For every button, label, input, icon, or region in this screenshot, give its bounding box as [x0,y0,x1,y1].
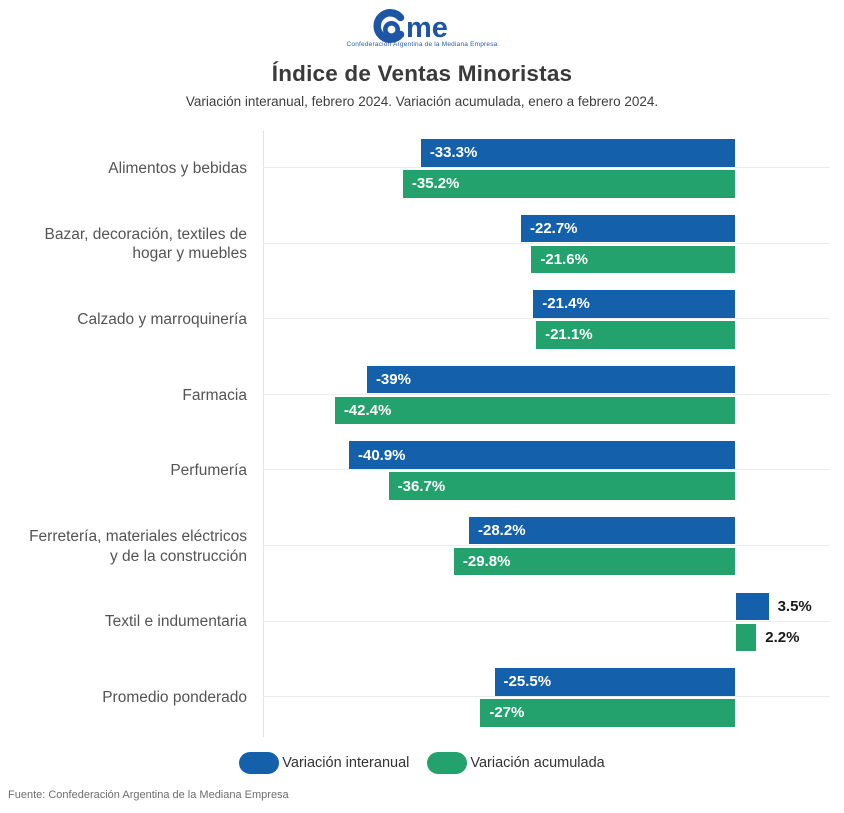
category-gridline [263,545,830,546]
chart-row [0,131,844,207]
category-gridline [263,167,830,168]
bar-value-label: -35.2% [411,175,460,193]
category-gridline [263,243,830,244]
category-gridline [263,469,830,470]
source-note: Fuente: Confederación Argentina de la Mediana Empresa [8,789,289,801]
svg-text:me: me [405,12,448,44]
category-label: Alimentos y bebidas [108,159,247,177]
bar-variacion-acumulada [536,321,735,349]
category-label: Perfumería [170,462,247,480]
bar-value-label: -27% [489,704,525,722]
bar-value-label: -39% [375,371,411,389]
bar-variacion-interanual [495,668,736,696]
bar-variacion-acumulada [403,170,736,198]
bar-value-label: -21.6% [540,250,588,268]
bar-variacion-interanual [521,215,736,243]
bar-variacion-interanual [533,290,735,318]
plot-area [263,131,844,207]
bar-value-label: -22.7% [529,219,578,237]
category-label: Ferretería, materiales eléctricos y de la construcción [29,527,247,565]
legend-swatch-green [427,752,467,774]
bar-variacion-acumulada [531,246,735,274]
category-gridline [263,318,830,319]
bar-variacion-acumulada [335,397,736,425]
chart-row [0,660,844,736]
bar-variacion-acumulada [454,548,736,576]
legend-item-interanual [239,752,409,774]
bar-variacion-acumulada [480,699,735,727]
bar-variacion-interanual [349,441,736,469]
plot-area [263,509,844,585]
plot-area [263,282,844,358]
bar-value-label: -42.4% [343,402,392,420]
bar-value-label: -21.4% [542,295,590,313]
chart-row [0,585,844,661]
bar-value-label: -21.1% [545,326,593,344]
category-gridline [263,621,830,622]
bar-value-label: -40.9% [357,446,406,464]
legend-label: Variación acumulada [470,755,605,771]
category-gridline [263,696,830,697]
chart-row [0,207,844,283]
bar-variacion-acumulada [736,624,757,652]
plot-area [263,660,844,736]
category-label: Calzado y marroquinería [77,311,247,329]
plot-area [263,585,844,661]
bar-value-label: -29.8% [462,553,511,571]
bar-value-label: -33.3% [429,144,478,162]
bar-variacion-interanual [367,366,736,394]
bar-value-label: -36.7% [397,477,446,495]
bar-variacion-acumulada [389,472,736,500]
chart-row [0,433,844,509]
legend-swatch-blue [239,752,279,774]
page-subtitle: Variación interanual, febrero 2024. Variación acumulada, enero a febrero 2024. [185,94,659,109]
category-label: Promedio ponderado [102,689,247,707]
bar-value-label: -25.5% [503,673,552,691]
plot-area [263,207,844,283]
plot-area [263,358,844,434]
bar-variacion-interanual [469,517,735,545]
bar-value-label: 2.2% [765,628,800,646]
bar-variacion-interanual [736,593,769,621]
bar-variacion-interanual [421,139,736,167]
page-title: Índice de Ventas Minoristas [271,61,573,86]
category-label: Textil e indumentaria [104,613,247,631]
bar-chart [0,131,844,737]
category-gridline [263,394,830,395]
category-label: Bazar, decoración, textiles de hogar y muebles [44,225,247,263]
came-logo: me Confederación Argentina de la Mediana Empresa [346,8,497,45]
legend-item-acumulada [427,752,604,774]
bar-value-label: -28.2% [478,522,526,540]
chart-row [0,358,844,434]
chart-row [0,282,844,358]
header [0,8,844,109]
chart-row [0,509,844,585]
bar-value-label: 3.5% [777,597,812,615]
plot-area [263,433,844,509]
legend [0,752,844,774]
legend-label: Variación interanual [282,755,410,771]
category-label: Farmacia [182,386,247,404]
came-logo-icon [370,8,474,44]
